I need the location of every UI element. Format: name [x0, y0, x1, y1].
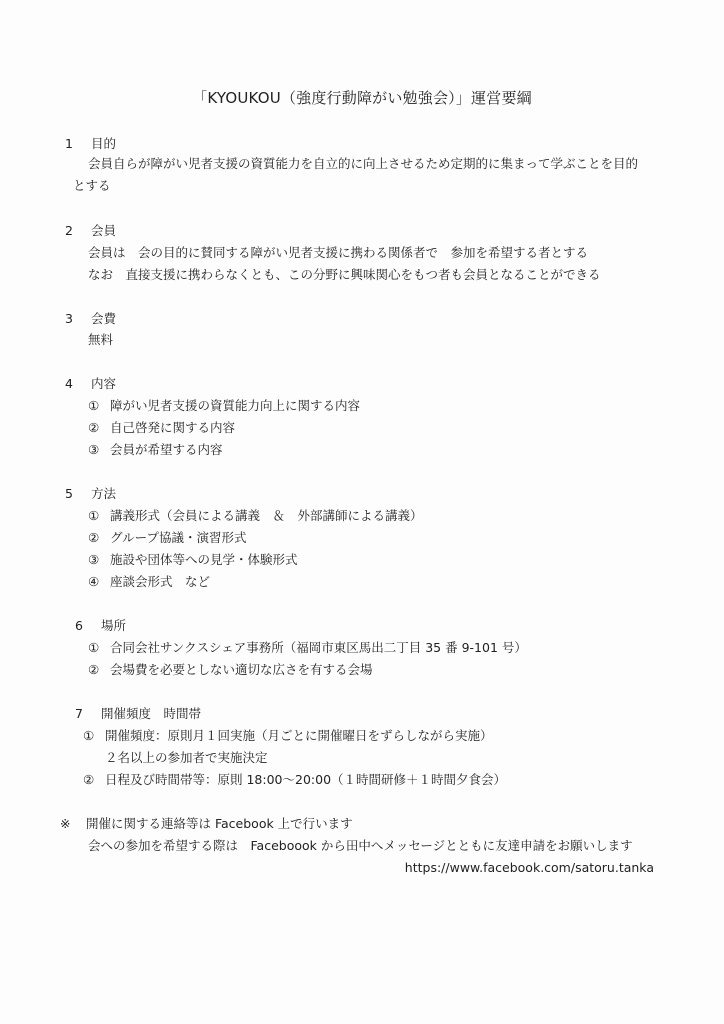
item-marker: ②	[88, 662, 100, 677]
item-text: 日程及び時間帯等：原則 18:00～20:00（１時間研修＋１時間夕食会）	[105, 772, 507, 787]
section-number: 2	[65, 223, 73, 238]
item-marker: ①	[88, 640, 100, 655]
section-text-line: なお 直接支援に携わらなくとも、この分野に興味関心をもつ者も会員となることができる	[88, 267, 601, 282]
section-text-line: とする	[73, 178, 111, 193]
note-line: 会への参加を希望する際は Faceboook から田中へメッセージとともに友達申請をお願いします	[88, 838, 633, 853]
item-text: 自己啓発に関する内容	[110, 420, 236, 435]
item-marker: ①	[88, 508, 100, 523]
section-number: 7	[75, 706, 83, 721]
item-text: グループ協議・演習形式	[110, 530, 247, 545]
section-heading-place	[75, 618, 126, 634]
section-title: 目的	[91, 136, 117, 151]
section-heading-frequency	[75, 706, 201, 722]
list-item	[83, 750, 268, 766]
note-line	[60, 816, 353, 832]
note-text: 開催に関する連絡等は Facebook 上で行います	[86, 816, 353, 831]
section-number: 3	[65, 311, 73, 326]
list-item	[88, 508, 423, 524]
item-marker: ④	[88, 574, 100, 589]
section-heading-method	[65, 486, 116, 502]
item-marker: ①	[83, 728, 95, 743]
list-item	[88, 530, 247, 546]
section-text-line: 無料	[88, 332, 114, 347]
section-title: 会員	[91, 223, 117, 238]
list-item	[83, 728, 493, 744]
list-item	[88, 442, 223, 458]
list-item	[88, 420, 235, 436]
item-marker: ②	[83, 772, 95, 787]
section-text-line: 会員は 会の目的に賛同する障がい児者支援に携わる関係者で 参加を希望する者とする	[88, 245, 589, 260]
list-item	[88, 398, 360, 414]
section-title: 方法	[91, 486, 117, 501]
note-marker: ※	[60, 816, 71, 831]
section-number: 6	[75, 618, 83, 633]
item-marker: ①	[88, 398, 100, 413]
item-text: 障がい児者支援の資質能力向上に関する内容	[110, 398, 361, 413]
list-item	[88, 640, 527, 656]
item-marker: ③	[88, 552, 100, 567]
item-text: 会員が希望する内容	[110, 442, 223, 457]
section-heading-content	[65, 376, 116, 392]
section-number: 5	[65, 486, 73, 501]
item-text: 講義形式（会員による講義 ＆ 外部講師による講義）	[110, 508, 423, 523]
facebook-url: https://www.facebook.com/satoru.tanka	[404, 860, 654, 875]
item-text: 施設や団体等への見学・体験形式	[110, 552, 298, 567]
section-number: 4	[65, 376, 73, 391]
list-item	[83, 772, 506, 788]
section-text-line: 会員自らが障がい児者支援の資質能力を自立的に向上させるため定期的に集まって学ぶことを目的	[88, 156, 639, 171]
section-title: 内容	[91, 376, 117, 391]
item-marker: ②	[88, 420, 100, 435]
list-item	[88, 574, 210, 590]
list-item	[88, 662, 373, 678]
section-heading-fee	[65, 311, 116, 327]
section-heading-purpose	[65, 136, 116, 152]
item-marker: ③	[88, 442, 100, 457]
item-text: ２名以上の参加者で実施決定	[105, 750, 268, 765]
section-heading-members	[65, 223, 116, 239]
item-text: 座談会形式 など	[110, 574, 211, 589]
item-marker: ②	[88, 530, 100, 545]
item-text: 合同会社サンクスシェア事務所（福岡市東区馬出二丁目 35 番 9-101 号）	[110, 640, 527, 655]
list-item	[88, 552, 298, 568]
section-title: 場所	[101, 618, 127, 633]
document-title: 「KYOUKOU（強度行動障がい勉強会）」運営要綱	[192, 89, 532, 107]
item-text: 開催頻度：原則月１回実施（月ごとに開催曜日をずらしながら実施）	[105, 728, 493, 743]
section-title: 会費	[91, 311, 117, 326]
section-title: 開催頻度 時間帯	[101, 706, 202, 721]
section-number: 1	[65, 136, 73, 151]
item-text: 会場費を必要としない適切な広さを有する会場	[110, 662, 373, 677]
